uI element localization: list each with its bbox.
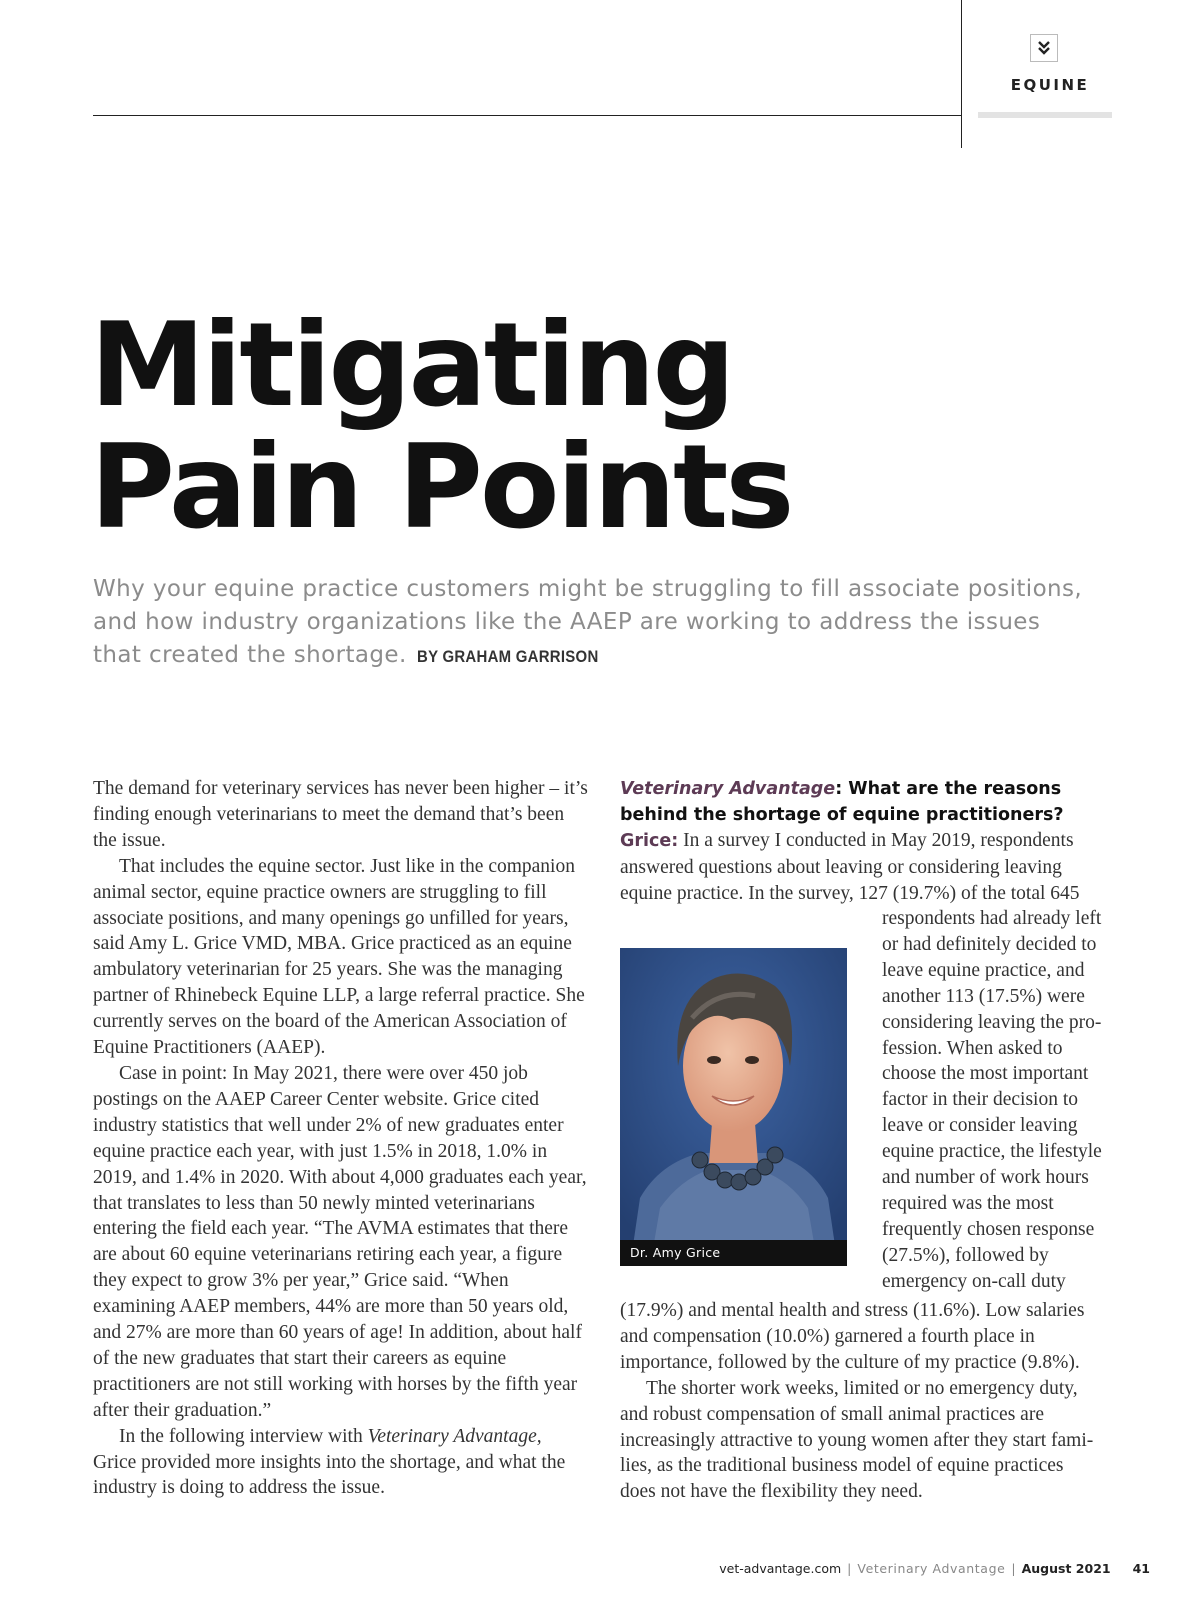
answer-line: factor in their decision to [882, 1089, 1079, 1111]
photo-caption: Dr. Amy Grice [620, 1240, 847, 1266]
deck-text: Why your equine practice customers might be struggling to fill associate positions, and how industry organizations like the AAEP are working to address the issues that created the shortage. [93, 576, 1083, 668]
answer-line: (27.5%), followed by [882, 1244, 1049, 1266]
footer-date: August 2021 [1021, 1561, 1111, 1576]
answer-line: and robust compensation of small animal practices are [620, 1403, 1044, 1425]
answer-line: lies, as the traditional business model of equine practices [620, 1455, 1064, 1477]
question-publication: Veterinary Advantage [620, 779, 836, 799]
answer-line: leave equine practice, and [882, 959, 1085, 981]
header-rule [93, 115, 961, 116]
answer-line: another 113 (17.5%) were [882, 985, 1085, 1007]
answer-label: Grice: [620, 831, 679, 851]
article-title [90, 298, 990, 555]
left-column [93, 776, 589, 1501]
page-footer [640, 1561, 1150, 1576]
footer-separator: | [847, 1561, 852, 1576]
answer-line: required was the most [882, 1192, 1054, 1214]
header-vertical-rule [961, 0, 962, 148]
paragraph-4-pre: In the following interview with [119, 1425, 368, 1447]
question-text: : What are the reasons behind the shortage of equine practitioners? [620, 779, 1064, 825]
qa-block [620, 776, 1115, 907]
footer-site: vet-advantage.com [719, 1561, 842, 1576]
answer-line: or had definitely decided to [882, 933, 1097, 955]
portrait-photo [620, 948, 847, 1266]
answer-line: and compensation (10.0%) garnered a fourth place in [620, 1325, 1035, 1347]
portrait-illustration [620, 948, 847, 1266]
section-underline [978, 112, 1112, 118]
answer-line: (17.9%) and mental health and stress (11.6%). Low salaries [620, 1300, 1085, 1321]
section-label: EQUINE [1010, 76, 1090, 94]
answer-line: emergency on-call duty [882, 1270, 1066, 1292]
answer-line: choose the most important [882, 1063, 1089, 1085]
title-line-1: Mitigating [90, 298, 733, 433]
footer-magazine: Veterinary Advantage [857, 1561, 1006, 1576]
title-line-2: Pain Points [90, 420, 792, 555]
answer-line: leave or consider leaving [882, 1115, 1078, 1137]
answer-line: increasingly attractive to young women after they start fami- [620, 1429, 1094, 1451]
answer-line: does not have the flexibility they need. [620, 1481, 923, 1503]
answer-line: considering leaving the pro- [882, 1011, 1102, 1033]
answer-line: fession. When asked to [882, 1037, 1063, 1059]
answer-line: importance, followed by the culture of my practice (9.8%). [620, 1351, 1080, 1373]
answer-line: respondents had already left [882, 908, 1102, 929]
answer-line [620, 828, 1115, 855]
answer-line: frequently chosen response [882, 1218, 1095, 1240]
answer-line: equine practice. In the survey, 127 (19.7%) of the total 645 [620, 882, 1080, 904]
paragraph-1: The demand for veterinary services has never been higher – it’s finding enough veterinarians to meet the demand that’s been the issue. [93, 778, 588, 851]
answer-line-text: In a survey I conducted in May 2019, respondents [678, 830, 1074, 851]
page-number: 41 [1132, 1561, 1150, 1576]
answer-continued [620, 1298, 1120, 1505]
paragraph-4-post: Grice provided more insights into the shortage, and what the industry is doing to address the issue. [93, 1451, 566, 1499]
footer-separator: | [1011, 1561, 1016, 1576]
article-deck [93, 573, 1093, 673]
answer-line: equine practice, the lifestyle [882, 1141, 1102, 1163]
publication-name: Veterinary Advantage, [367, 1425, 542, 1447]
answer-line: The shorter work weeks, limited or no emergency duty, [646, 1377, 1078, 1399]
byline: BY GRAHAM GARRISON [416, 647, 599, 666]
answer-wrap-lines [882, 906, 1122, 1295]
paragraph-2: That includes the equine sector. Just like in the companion animal sector, equine practice owners are struggling to fill associate positions, and many openings go unfilled for years, said Amy L. Grice VMD, MBA. Grice practiced as an equine ambulatory veterinarian for 25 years. She was the managing partner of Rhinebeck Equine LLP, a large referral practice. She currently serves on the board of the American Association of Equine Practitioners (AAEP). [93, 855, 585, 1059]
answer-line: answered questions about leaving or considering leaving [620, 856, 1062, 878]
answer-line: and number of work hours [882, 1167, 1089, 1189]
paragraph-4 [93, 1424, 589, 1502]
paragraph-3: Case in point: In May 2021, there were over 450 job postings on the AAEP Career Center website. Grice cited industry statistics that well under 2% of new graduates enter equine practice each year, with just 1.5% in 2018, 1.0% in 2019, and 1.4% in 2020. With about 4,000 graduates each year, that translates to less than 50 newly minted veterinarians entering the field each year. “The AVMA estimates that there are about 60 equine veterinarians retiring each year, a figure they expect to grow 3% per year,” Grice said. “When examining AAEP members, 44% are more than 50 years old, and 27% are more than 60 years of age! In addition, about half of the new graduates that start their careers as equine practitioners are not still working with horses by the fifth year after their graduation.” [93, 1062, 587, 1421]
interview-question [620, 776, 1115, 828]
double-chevron-down-icon [1030, 34, 1058, 62]
answer-full-lines [620, 828, 1115, 907]
